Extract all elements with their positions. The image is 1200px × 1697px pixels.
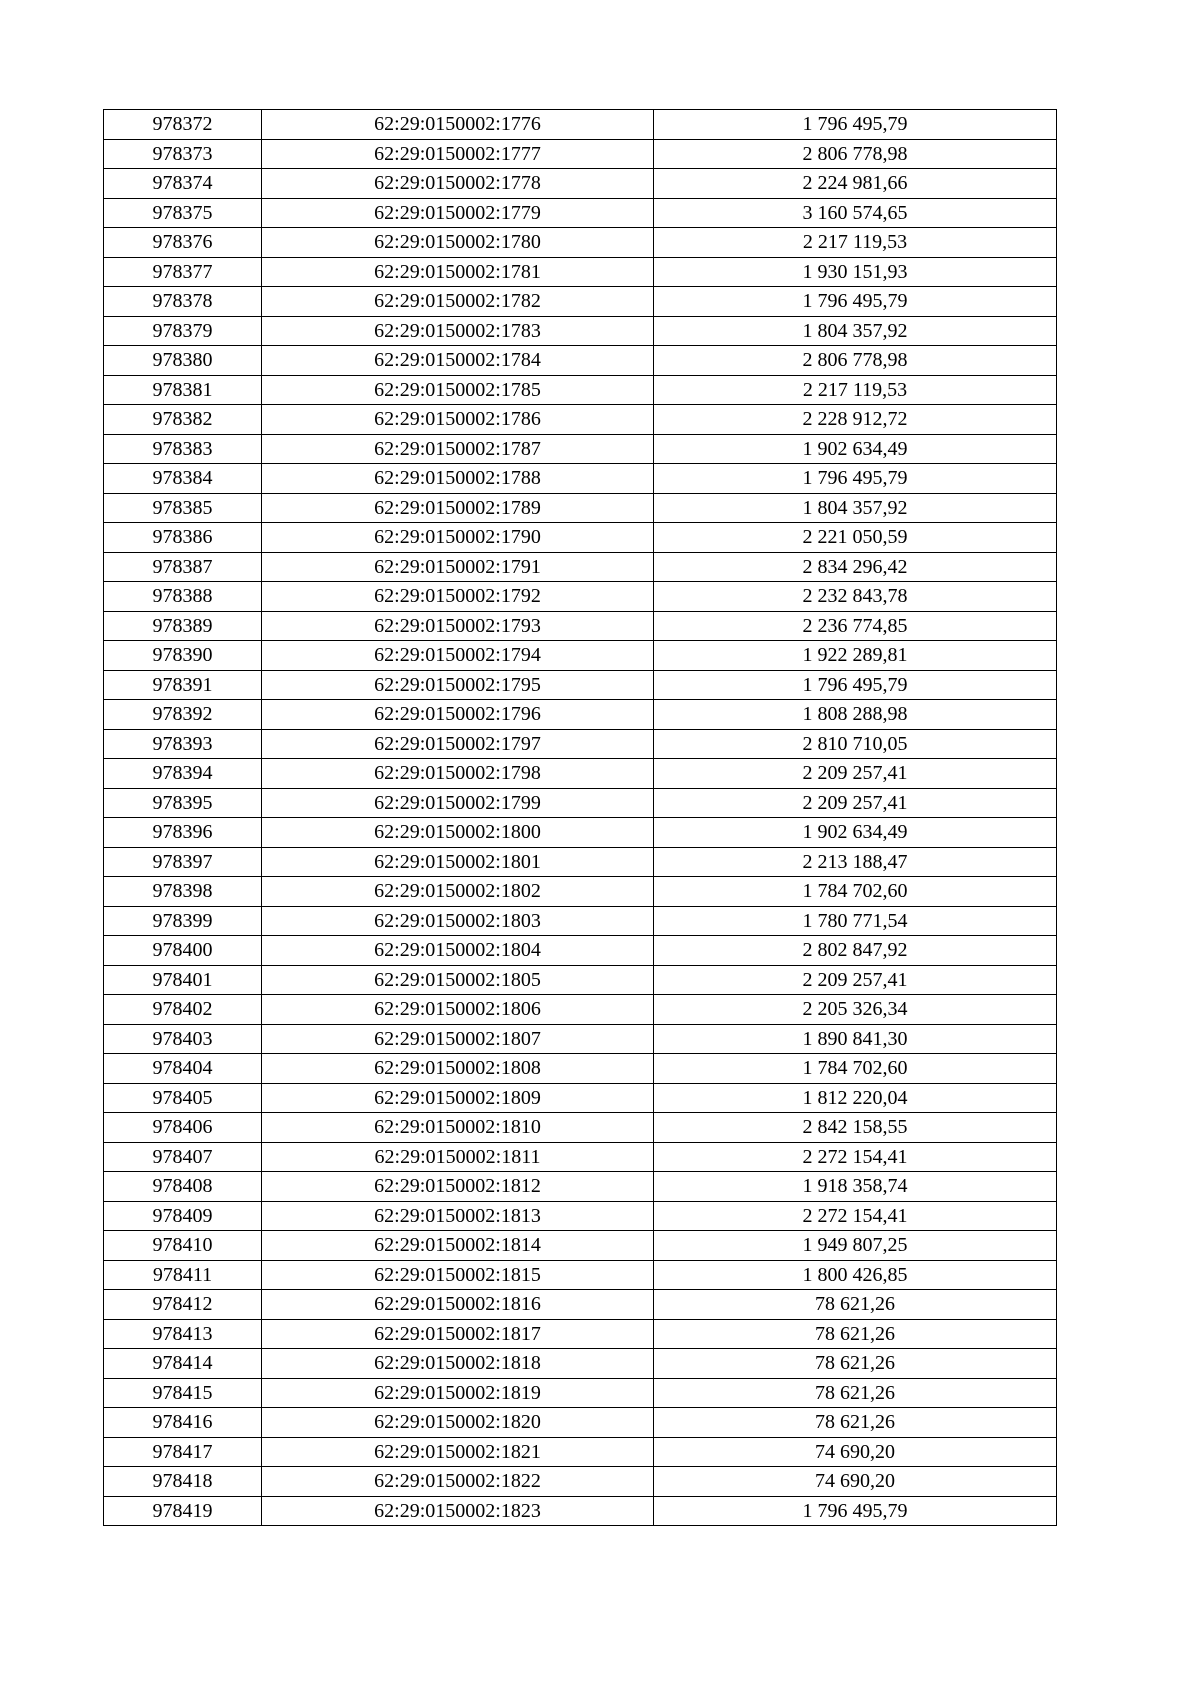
row-number-cell: 978418 [104,1467,262,1497]
table-row [104,611,1057,641]
cadastral-value-cell: 1 796 495,79 [654,464,1057,494]
row-number-cell: 978388 [104,582,262,612]
cadastral-number-cell: 62:29:0150002:1787 [262,434,654,464]
cadastral-number-cell: 62:29:0150002:1777 [262,139,654,169]
table-row [104,729,1057,759]
table-row [104,316,1057,346]
cadastral-number-cell: 62:29:0150002:1818 [262,1349,654,1379]
cadastral-value-cell: 78 621,26 [654,1349,1057,1379]
table-row [104,405,1057,435]
row-number-cell: 978408 [104,1172,262,1202]
table-row [104,641,1057,671]
row-number-cell: 978404 [104,1054,262,1084]
row-number-cell: 978390 [104,641,262,671]
cadastral-value-cell: 2 810 710,05 [654,729,1057,759]
row-number-cell: 978373 [104,139,262,169]
cadastral-number-cell: 62:29:0150002:1800 [262,818,654,848]
row-number-cell: 978409 [104,1201,262,1231]
cadastral-value-cell: 2 217 119,53 [654,228,1057,258]
row-number-cell: 978376 [104,228,262,258]
table-row [104,1083,1057,1113]
row-number-cell: 978391 [104,670,262,700]
cadastral-number-cell: 62:29:0150002:1804 [262,936,654,966]
table-row [104,523,1057,553]
row-number-cell: 978381 [104,375,262,405]
row-number-cell: 978405 [104,1083,262,1113]
table-row [104,1201,1057,1231]
table-row [104,582,1057,612]
table-row [104,139,1057,169]
row-number-cell: 978383 [104,434,262,464]
row-number-cell: 978399 [104,906,262,936]
table-row [104,1349,1057,1379]
row-number-cell: 978374 [104,169,262,199]
table-row [104,375,1057,405]
table-row [104,818,1057,848]
cadastral-value-cell: 2 272 154,41 [654,1142,1057,1172]
table-row [104,257,1057,287]
row-number-cell: 978401 [104,965,262,995]
cadastral-value-cell: 2 272 154,41 [654,1201,1057,1231]
table-row [104,877,1057,907]
cadastral-number-cell: 62:29:0150002:1805 [262,965,654,995]
cadastral-number-cell: 62:29:0150002:1823 [262,1496,654,1526]
cadastral-value-cell: 2 213 188,47 [654,847,1057,877]
row-number-cell: 978417 [104,1437,262,1467]
cadastral-value-cell: 1 796 495,79 [654,110,1057,140]
cadastral-value-cell: 1 784 702,60 [654,877,1057,907]
table-row [104,1142,1057,1172]
row-number-cell: 978412 [104,1290,262,1320]
cadastral-value-cell: 1 804 357,92 [654,316,1057,346]
cadastral-value-cell: 1 808 288,98 [654,700,1057,730]
cadastral-value-cell: 2 217 119,53 [654,375,1057,405]
cadastral-value-cell: 1 800 426,85 [654,1260,1057,1290]
cadastral-number-cell: 62:29:0150002:1819 [262,1378,654,1408]
table-row [104,464,1057,494]
table-row [104,1496,1057,1526]
cadastral-number-cell: 62:29:0150002:1803 [262,906,654,936]
cadastral-number-cell: 62:29:0150002:1779 [262,198,654,228]
row-number-cell: 978415 [104,1378,262,1408]
cadastral-value-cell: 1 796 495,79 [654,1496,1057,1526]
cadastral-number-cell: 62:29:0150002:1797 [262,729,654,759]
row-number-cell: 978386 [104,523,262,553]
cadastral-value-cell: 3 160 574,65 [654,198,1057,228]
table-row [104,788,1057,818]
cadastral-value-cell: 1 918 358,74 [654,1172,1057,1202]
cadastral-value-cell: 78 621,26 [654,1319,1057,1349]
cadastral-number-cell: 62:29:0150002:1822 [262,1467,654,1497]
cadastral-value-cell: 2 842 158,55 [654,1113,1057,1143]
cadastral-value-cell: 1 902 634,49 [654,434,1057,464]
cadastral-number-cell: 62:29:0150002:1808 [262,1054,654,1084]
cadastral-number-cell: 62:29:0150002:1786 [262,405,654,435]
table-row [104,169,1057,199]
cadastral-value-cell: 78 621,26 [654,1408,1057,1438]
row-number-cell: 978384 [104,464,262,494]
cadastral-value-cell: 2 232 843,78 [654,582,1057,612]
table-row [104,1467,1057,1497]
row-number-cell: 978379 [104,316,262,346]
cadastral-value-cell: 1 902 634,49 [654,818,1057,848]
cadastral-number-cell: 62:29:0150002:1788 [262,464,654,494]
cadastral-number-cell: 62:29:0150002:1812 [262,1172,654,1202]
cadastral-value-cell: 2 209 257,41 [654,788,1057,818]
row-number-cell: 978411 [104,1260,262,1290]
row-number-cell: 978377 [104,257,262,287]
cadastral-value-cell: 78 621,26 [654,1290,1057,1320]
table-row [104,700,1057,730]
table-row [104,198,1057,228]
cadastral-value-cell: 1 922 289,81 [654,641,1057,671]
table-row [104,228,1057,258]
table-row [104,1054,1057,1084]
cadastral-number-cell: 62:29:0150002:1781 [262,257,654,287]
cadastral-number-cell: 62:29:0150002:1799 [262,788,654,818]
table-row [104,493,1057,523]
cadastral-number-cell: 62:29:0150002:1813 [262,1201,654,1231]
cadastral-number-cell: 62:29:0150002:1802 [262,877,654,907]
row-number-cell: 978393 [104,729,262,759]
row-number-cell: 978378 [104,287,262,317]
table-row [104,906,1057,936]
row-number-cell: 978394 [104,759,262,789]
table-row [104,995,1057,1025]
cadastral-value-cell: 2 205 326,34 [654,995,1057,1025]
table-row [104,1260,1057,1290]
cadastral-value-cell: 1 796 495,79 [654,670,1057,700]
table-row [104,1290,1057,1320]
table-row [104,1024,1057,1054]
cadastral-number-cell: 62:29:0150002:1816 [262,1290,654,1320]
cadastral-number-cell: 62:29:0150002:1791 [262,552,654,582]
row-number-cell: 978402 [104,995,262,1025]
table-row [104,1231,1057,1261]
cadastral-value-cell: 1 812 220,04 [654,1083,1057,1113]
table-row [104,936,1057,966]
cadastral-value-cell: 2 209 257,41 [654,965,1057,995]
cadastral-number-cell: 62:29:0150002:1798 [262,759,654,789]
cadastral-number-cell: 62:29:0150002:1806 [262,995,654,1025]
cadastral-number-cell: 62:29:0150002:1784 [262,346,654,376]
cadastral-number-cell: 62:29:0150002:1807 [262,1024,654,1054]
cadastral-number-cell: 62:29:0150002:1776 [262,110,654,140]
table-row [104,1319,1057,1349]
table-row [104,1408,1057,1438]
table-row [104,1437,1057,1467]
table-row [104,552,1057,582]
cadastral-number-cell: 62:29:0150002:1785 [262,375,654,405]
row-number-cell: 978387 [104,552,262,582]
cadastral-number-cell: 62:29:0150002:1795 [262,670,654,700]
table-row [104,434,1057,464]
cadastral-number-cell: 62:29:0150002:1811 [262,1142,654,1172]
row-number-cell: 978410 [104,1231,262,1261]
cadastral-value-cell: 2 806 778,98 [654,346,1057,376]
row-number-cell: 978397 [104,847,262,877]
table-row [104,1172,1057,1202]
cadastral-value-cell: 2 806 778,98 [654,139,1057,169]
table-row [104,759,1057,789]
row-number-cell: 978400 [104,936,262,966]
cadastral-number-cell: 62:29:0150002:1815 [262,1260,654,1290]
cadastral-value-cell: 1 784 702,60 [654,1054,1057,1084]
table-row [104,110,1057,140]
cadastral-value-cell: 2 834 296,42 [654,552,1057,582]
cadastral-value-cell: 1 890 841,30 [654,1024,1057,1054]
cadastral-number-cell: 62:29:0150002:1814 [262,1231,654,1261]
row-number-cell: 978372 [104,110,262,140]
table-row [104,346,1057,376]
cadastral-value-cell: 78 621,26 [654,1378,1057,1408]
row-number-cell: 978380 [104,346,262,376]
table-row [104,965,1057,995]
cadastral-value-cell: 2 224 981,66 [654,169,1057,199]
row-number-cell: 978416 [104,1408,262,1438]
cadastral-number-cell: 62:29:0150002:1783 [262,316,654,346]
table-row [104,670,1057,700]
table-body [104,110,1057,1526]
row-number-cell: 978375 [104,198,262,228]
cadastral-value-cell: 1 804 357,92 [654,493,1057,523]
cadastral-value-cell: 1 796 495,79 [654,287,1057,317]
cadastral-number-cell: 62:29:0150002:1792 [262,582,654,612]
cadastral-value-cell: 2 221 050,59 [654,523,1057,553]
cadastral-value-cell: 2 802 847,92 [654,936,1057,966]
cadastral-number-cell: 62:29:0150002:1801 [262,847,654,877]
table-row [104,847,1057,877]
row-number-cell: 978419 [104,1496,262,1526]
cadastral-number-cell: 62:29:0150002:1794 [262,641,654,671]
cadastral-number-cell: 62:29:0150002:1809 [262,1083,654,1113]
cadastral-number-cell: 62:29:0150002:1782 [262,287,654,317]
cadastral-value-cell: 2 236 774,85 [654,611,1057,641]
cadastral-number-cell: 62:29:0150002:1810 [262,1113,654,1143]
row-number-cell: 978407 [104,1142,262,1172]
row-number-cell: 978392 [104,700,262,730]
cadastral-number-cell: 62:29:0150002:1780 [262,228,654,258]
row-number-cell: 978414 [104,1349,262,1379]
row-number-cell: 978406 [104,1113,262,1143]
cadastral-value-cell: 1 930 151,93 [654,257,1057,287]
row-number-cell: 978385 [104,493,262,523]
cadastral-value-cell: 1 949 807,25 [654,1231,1057,1261]
row-number-cell: 978382 [104,405,262,435]
cadastral-number-cell: 62:29:0150002:1817 [262,1319,654,1349]
cadastral-value-cell: 1 780 771,54 [654,906,1057,936]
row-number-cell: 978403 [104,1024,262,1054]
table-row [104,287,1057,317]
table-row [104,1113,1057,1143]
cadastral-number-cell: 62:29:0150002:1796 [262,700,654,730]
cadastral-number-cell: 62:29:0150002:1778 [262,169,654,199]
row-number-cell: 978389 [104,611,262,641]
row-number-cell: 978398 [104,877,262,907]
cadastral-value-cell: 74 690,20 [654,1467,1057,1497]
cadastral-number-cell: 62:29:0150002:1820 [262,1408,654,1438]
row-number-cell: 978413 [104,1319,262,1349]
table-row [104,1378,1057,1408]
cadastral-value-cell: 2 228 912,72 [654,405,1057,435]
cadastral-value-cell: 74 690,20 [654,1437,1057,1467]
cadastral-number-cell: 62:29:0150002:1790 [262,523,654,553]
cadastral-value-table [103,109,1057,1526]
cadastral-number-cell: 62:29:0150002:1821 [262,1437,654,1467]
cadastral-value-cell: 2 209 257,41 [654,759,1057,789]
cadastral-number-cell: 62:29:0150002:1793 [262,611,654,641]
cadastral-number-cell: 62:29:0150002:1789 [262,493,654,523]
row-number-cell: 978396 [104,818,262,848]
row-number-cell: 978395 [104,788,262,818]
